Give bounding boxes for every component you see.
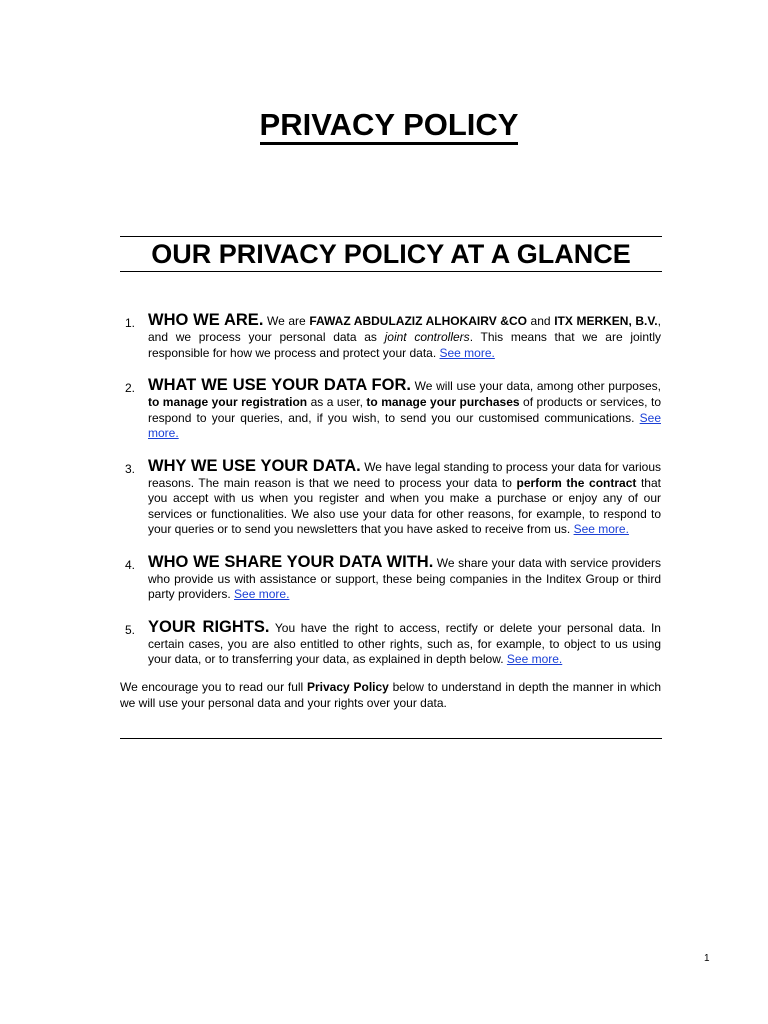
- divider: [120, 738, 662, 739]
- item-text: , and we process your personal data as: [148, 314, 661, 344]
- item-heading: WHO WE SHARE YOUR DATA WITH.: [148, 552, 434, 571]
- item-number: 2.: [125, 381, 136, 395]
- see-more-link[interactable]: See more.: [506, 652, 563, 666]
- see-more-link[interactable]: See more.: [148, 410, 661, 440]
- item-heading: WHO WE ARE.: [148, 311, 264, 329]
- item-number: 4.: [125, 557, 136, 572]
- item-heading: YOUR RIGHTS.: [148, 617, 270, 636]
- item-text: . This means that we are jointly responsible for how we process and protect your data.: [148, 330, 662, 360]
- page-title-text: PRIVACY POLICY: [260, 107, 519, 145]
- summary-list: [120, 310, 661, 682]
- see-more-link[interactable]: See more.: [573, 522, 629, 536]
- item-number: 3.: [125, 461, 136, 476]
- item-number: 1.: [125, 316, 136, 330]
- item-italic-text: joint controllers: [384, 330, 470, 344]
- item-text: of products or services, to respond to your queries, and, if you wish, to send you our customised communications.: [148, 395, 662, 425]
- item-bold-text: perform the contract: [516, 475, 637, 490]
- item-text: that you accept with us when you register and when you make a purchase or enjoy any of our services or functionalities. We also use your data for other reasons, for example, to respond to your queries or to send you newsletters that you have asked to receive from us.: [148, 475, 661, 536]
- item-bold-text: to manage your registration: [148, 395, 308, 409]
- item-text: and: [526, 314, 555, 328]
- item-number: 5.: [125, 622, 136, 637]
- item-bold-text: to manage your purchases: [366, 395, 520, 409]
- page-number: 1: [704, 953, 710, 964]
- encourage-bold-text: Privacy Policy: [307, 680, 389, 694]
- item-text: We will use your data, among other purposes,: [410, 379, 661, 393]
- item-bold-text: FAWAZ ABDULAZIZ ALHOKAIRV &CO: [309, 314, 527, 328]
- list-item-what-we-use-data-for: [120, 375, 661, 442]
- glance-heading: OUR PRIVACY POLICY AT A GLANCE: [120, 236, 662, 272]
- list-item-who-we-share-with: [120, 552, 661, 603]
- item-bold-text: ITX MERKEN, B.V.: [554, 314, 658, 328]
- encourage-text: We encourage you to read our full: [120, 680, 307, 694]
- see-more-link[interactable]: See more.: [234, 587, 290, 601]
- item-text: We share your data with service providers who provide us with assistance or support, these being companies in the Inditex Group or third party providers.: [148, 555, 661, 601]
- item-heading: WHY WE USE YOUR DATA.: [148, 456, 361, 475]
- list-item-why-we-use-data: [120, 456, 661, 538]
- item-text: We have legal standing to process your data for various reasons. The main reason is that we need to process your data to: [148, 459, 662, 490]
- list-item-who-we-are: [120, 310, 661, 361]
- item-text: We are: [263, 314, 310, 328]
- encourage-paragraph: [120, 680, 661, 711]
- list-item-your-rights: [120, 617, 661, 668]
- item-text: You have the right to access, rectify or delete your personal data. In certain cases, you are also entitled to other rights, such as, for example, to object to us using your data, or to transferring your data, as explained in depth below.: [148, 620, 661, 666]
- item-text: as a user,: [307, 395, 367, 409]
- see-more-link[interactable]: See more.: [439, 345, 495, 360]
- item-heading: WHAT WE USE YOUR DATA FOR.: [148, 376, 411, 394]
- page-title: [0, 104, 768, 146]
- encourage-text: below to understand in depth the manner in which we will use your personal data and your rights over your data.: [120, 680, 662, 710]
